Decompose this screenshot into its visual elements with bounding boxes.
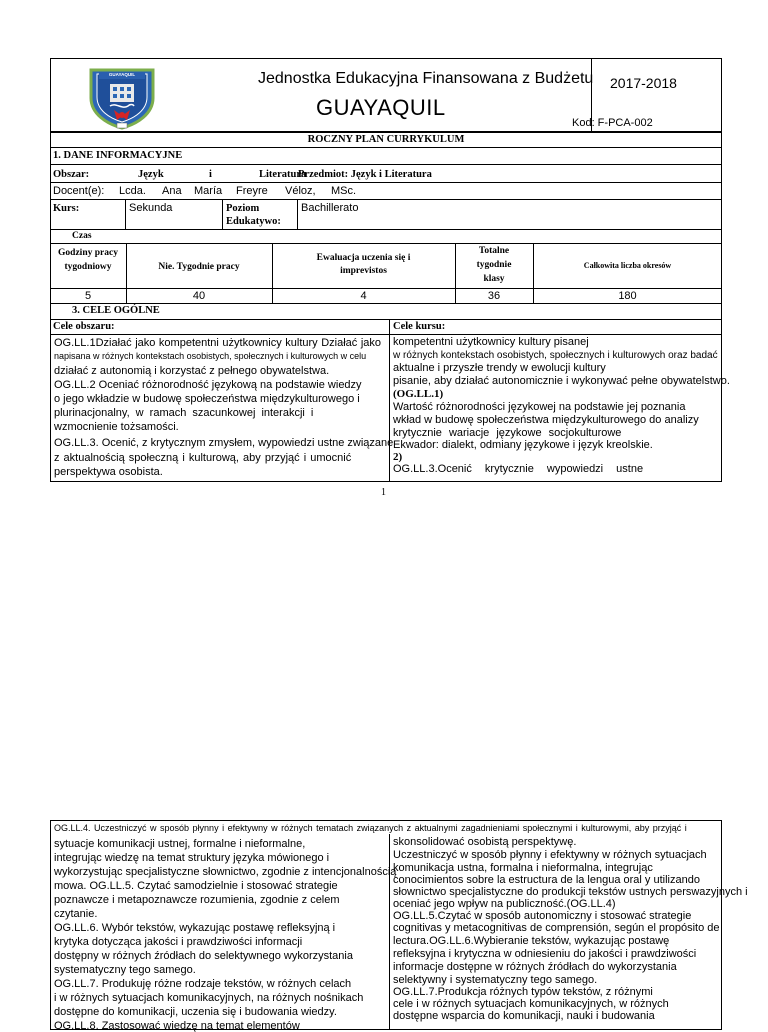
time-label: Czas xyxy=(72,231,92,241)
school-logo xyxy=(85,64,159,130)
level-value: Bachillerato xyxy=(301,202,359,214)
text-line: OG.LL.2 Oceniać różnorodność językową na podstawie wiedzy xyxy=(54,379,362,391)
text-line: integrując wiedzę na temat struktury języka mówionego i xyxy=(54,852,330,864)
area-word-3: Literatura xyxy=(259,169,307,180)
text-line: czytanie. xyxy=(54,908,98,920)
total-header-1: Totalne xyxy=(478,246,510,256)
text-line: OG.LL.3. Ocenić, z krytycznym zmysłem, wypowiedzi ustne związane xyxy=(54,437,394,449)
text-line: skonsolidować osobistą perspektywę. xyxy=(393,836,577,848)
area-goals-label: Cele obszaru: xyxy=(53,321,115,332)
text-line: conocimientos sobre la estructura de la lengua oral y utilizando xyxy=(393,874,700,886)
area-word-1: Język xyxy=(138,169,164,180)
text-line: perspektywa osobista. xyxy=(54,466,163,478)
text-line: OG.LL.7. Produkuję różne rodzaje tekstów, w różnych celach xyxy=(54,978,352,990)
form-code: Kod: F-PCA-002 xyxy=(572,117,653,129)
text-line: pisanie, aby działać autonomicznie i wykonywać pełne obywatelstwo. xyxy=(393,375,730,387)
teacher-word-1: Lcda. xyxy=(119,185,146,197)
text-line: z aktualnością społeczną i kulturową, aby przyjąć i umocnić xyxy=(54,452,352,464)
text-line: OG.LL.1Działać jako kompetentni użytkownicy kultury Działać jako xyxy=(54,337,382,349)
subject-label: Przedmiot: Język i Literatura xyxy=(298,169,432,180)
total-value: 36 xyxy=(487,290,501,302)
area-word-2: i xyxy=(209,169,212,180)
text-line: refleksyjna i krytyczna w odniesieniu do jakości i prawdziwości xyxy=(393,948,697,960)
teacher-word-6: MSc. xyxy=(331,185,357,197)
city-name: GUAYAQUIL xyxy=(316,95,446,120)
text-line: Wartość różnorodności językowej na podstawie jej poznania xyxy=(393,401,686,413)
text-line: Ekwador: dialekt, odmiany językowe i język kreolskie. xyxy=(393,439,653,451)
text-line: OG.LL.3.Ocenić krytycznie wypowiedzi ustne xyxy=(393,463,644,475)
evaluation-value: 4 xyxy=(360,290,367,302)
periods-value: 180 xyxy=(618,290,637,302)
plan-title: ROCZNY PLAN CURRYKULUM xyxy=(307,134,465,145)
text-line: systematyczny tego samego. xyxy=(54,964,196,976)
course-value: Sekunda xyxy=(129,202,173,214)
text-line: komunikacja ustna, formalna i nieformalna, integrując xyxy=(393,862,653,874)
teacher-word-4: Freyre xyxy=(236,185,268,197)
text-line: poznawcze i metapoznawcze rozumienia, zgodnie z celem xyxy=(54,894,340,906)
text-line: dostępny w różnych źródłach do selektywnego wykorzystania xyxy=(54,950,353,962)
text-line: OG.LL.5.Czytać w sposób autonomiczny i stosować strategie xyxy=(393,910,692,922)
level-label-1: Poziom xyxy=(226,203,260,214)
hours-value: 5 xyxy=(84,290,92,302)
text-line: krytyka dotycząca jakości i prawdziwości informacji xyxy=(54,936,303,948)
text-line: słownictwo specjalistyczne do produkcji tekstów ustnych perswazyjnych i xyxy=(393,886,748,898)
text-line: selektywny i systematyczny tego samego. xyxy=(393,974,598,986)
text-line: informacje dostępne w różnych źródłach do wykorzystania xyxy=(393,961,677,973)
text-line: Uczestniczyć w sposób płynny i efektywny w różnych sytuacjach xyxy=(393,849,707,861)
teacher-word-2: Ana xyxy=(162,185,182,197)
text-line: plurinacjonalny, w ramach szacunkowej interakcji i xyxy=(54,407,314,419)
text-line: i w różnych sytuacjach komunikacyjnych, na różnych nośnikach xyxy=(54,992,364,1004)
text-line: kompetentni użytkownicy kultury pisanej xyxy=(393,336,589,348)
course-goals-label: Cele kursu: xyxy=(393,321,446,332)
text-line: napisana w różnych kontekstach osobistych, społecznych i kulturowych w celu xyxy=(54,351,367,361)
course-label: Kurs: xyxy=(53,203,80,214)
text-line: wkład w budowę społeczeństwa międzykulturowego do analizy xyxy=(393,414,699,426)
text-line: cognitivas y metacognitivas de comprensión, según el propósito de xyxy=(393,922,720,934)
text-line: cele i w różnych sytuacjach komunikacyjnych, w różnych xyxy=(393,998,669,1010)
text-line: lectura.OG.LL.6.Wybieranie tekstów, wykazując postawę xyxy=(393,935,670,947)
level-label-2: Edukatywo: xyxy=(226,216,281,227)
text-line: aktualne i przyszłe trendy w ewolucji kultury xyxy=(393,362,606,374)
text-line: OG.LL.4. Uczestniczyć w sposób płynny i efektywny w różnych tematach związanych z aktualnymi zagadnieniami społecznymi i kulturowymi, aby przyjąć i xyxy=(54,823,687,833)
school-year: 2017-2018 xyxy=(610,75,677,91)
teacher-word-5: Véloz, xyxy=(285,185,316,197)
section-general-goals: 3. CELE OGÓLNE xyxy=(72,305,160,316)
text-line: działać z autonomią i korzystać z pełnego obywatelstwa. xyxy=(54,365,330,377)
section-informational: 1. DANE INFORMACYJNE xyxy=(53,150,183,161)
hours-header-1: Godziny pracy xyxy=(58,248,118,258)
weeks-header: Nie. Tygodnie pracy xyxy=(158,262,240,272)
periods-header: Całkowita liczba okresów xyxy=(583,261,672,270)
total-header-3: klasy xyxy=(483,274,505,284)
evaluation-header-2: imprevistos xyxy=(340,266,387,276)
total-header-2: tygodnie xyxy=(476,260,512,270)
text-line: (OG.LL.1) xyxy=(393,388,444,400)
evaluation-header-1: Ewaluacja uczenia się i xyxy=(316,253,411,263)
text-line: wzmocnienie tożsamości. xyxy=(54,421,179,433)
text-line: sytuacje komunikacji ustnej, formalne i nieformalne, xyxy=(54,838,306,850)
text-line: OG.LL.7.Produkcja różnych typów tekstów, z różnymi xyxy=(393,986,653,998)
hours-header-2: tygodniowy xyxy=(64,262,112,272)
text-line: OG.LL.6. Wybór tekstów, wykazując postawę refleksyjną i xyxy=(54,922,336,934)
teacher-label: Docent(e): xyxy=(53,185,105,197)
area-label: Obszar: xyxy=(53,169,90,180)
text-line: dostępne do komunikacji, uczenia się i budowania wiedzy. xyxy=(54,1006,337,1018)
teacher-word-3: María xyxy=(194,185,223,197)
text-line: o jego wkładzie w budowę społeczeństwa międzykulturowego i xyxy=(54,393,360,405)
text-line: 2) xyxy=(393,451,403,463)
page-number: 1 xyxy=(381,487,386,498)
text-line: OG.LL.8. Zastosować wiedzę na temat elementów xyxy=(54,1020,300,1032)
text-line: dostępne wsparcia do komunikacji, nauki i budowania xyxy=(393,1010,655,1022)
institution-name: Jednostka Edukacyjna Finansowana z Budżetu xyxy=(258,70,594,87)
weeks-value: 40 xyxy=(192,290,206,302)
text-line: krytycznie wariacje językowe socjokulturowe xyxy=(393,427,622,439)
logo-text: GUAYAQUIL xyxy=(108,72,136,77)
text-line: wykorzystując specjalistyczne słownictwo, zgodnie z intencjonalnością xyxy=(54,866,397,878)
text-line: oceniać jego wpływ na publiczność.(OG.LL.4) xyxy=(393,898,616,910)
text-line: w różnych kontekstach osobistych, społecznych i kulturowych oraz badać xyxy=(393,350,718,361)
text-line: mowa. OG.LL.5. Czytać samodzielnie i stosować strategie xyxy=(54,880,338,892)
